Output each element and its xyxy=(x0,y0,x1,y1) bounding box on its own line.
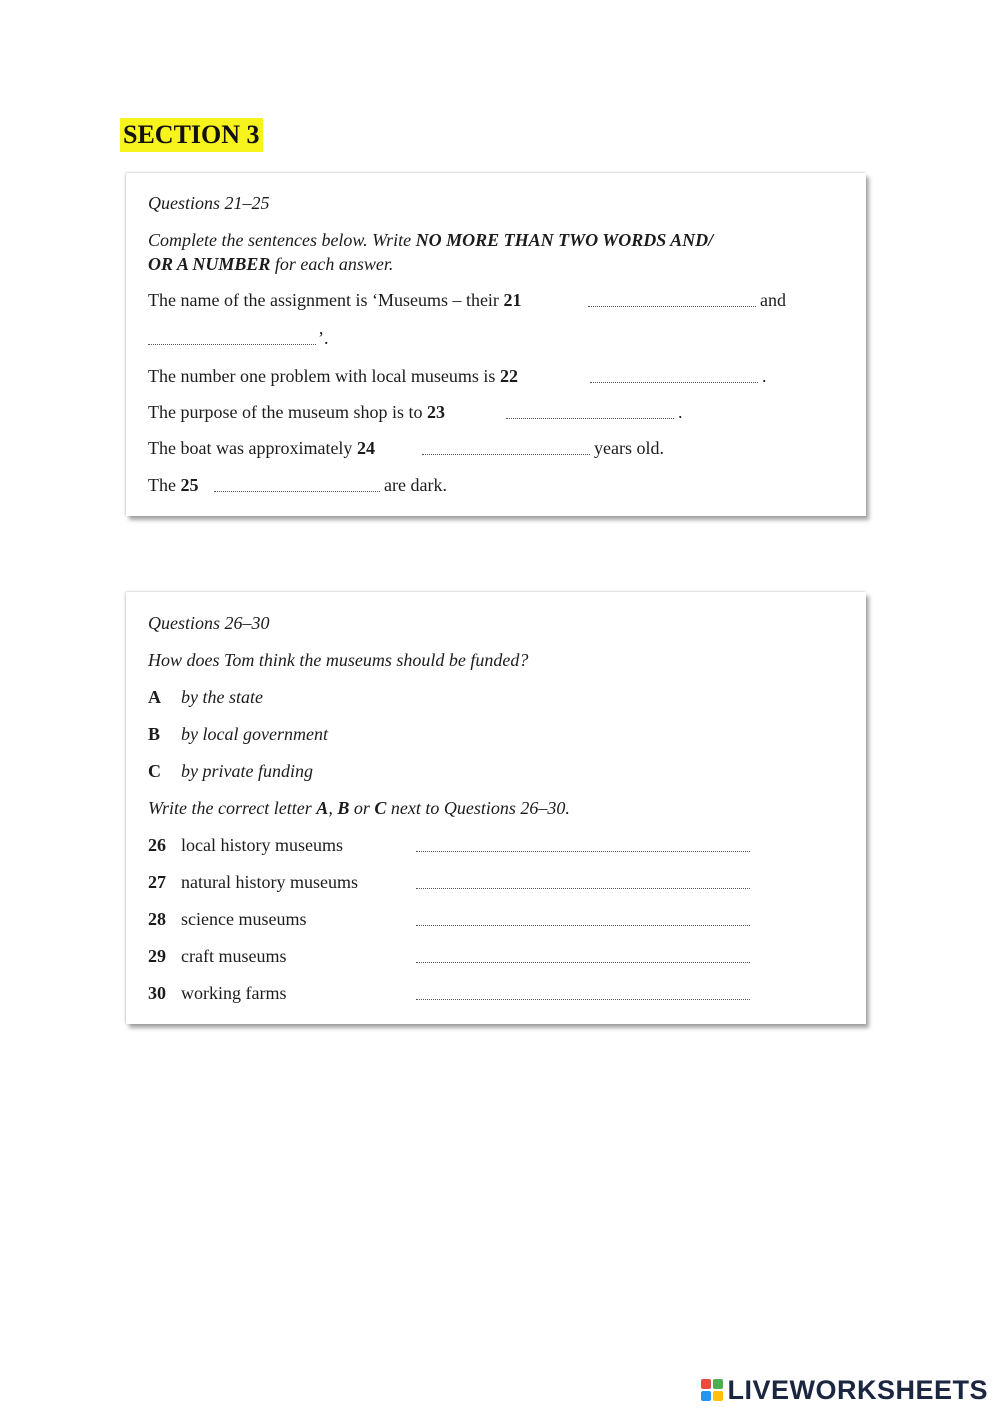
q29-number: 29 xyxy=(148,946,166,966)
box2-instruction xyxy=(148,796,570,820)
box1-heading: Questions 21–25 xyxy=(148,193,270,213)
q29-label: craft museums xyxy=(181,946,287,966)
question-28 xyxy=(148,907,415,931)
answer-24-blank[interactable] xyxy=(422,454,590,455)
q21-and: and xyxy=(760,290,786,310)
option-a xyxy=(148,685,263,709)
q21-number: 21 xyxy=(503,290,522,310)
section-title: SECTION 3 xyxy=(120,118,263,152)
answer-27-blank[interactable] xyxy=(416,888,750,889)
q27-number: 27 xyxy=(148,872,166,892)
q24-end: years old. xyxy=(594,438,664,458)
q21-text: The name of the assignment is ‘Museums – their xyxy=(148,290,504,310)
q26-label: local history museums xyxy=(181,835,343,855)
box1-instruction-line1 xyxy=(148,228,713,252)
question-25 xyxy=(148,473,198,497)
q22-text: The number one problem with local museums is xyxy=(148,366,500,386)
question-22 xyxy=(148,364,518,388)
question-29 xyxy=(148,944,415,968)
instruction-letter-c: C xyxy=(374,798,387,818)
instruction-letter-a: A xyxy=(316,798,329,818)
q23-text: The purpose of the museum shop is to xyxy=(148,402,427,422)
logo-square-red xyxy=(701,1379,711,1389)
option-c xyxy=(148,759,313,783)
q28-number: 28 xyxy=(148,909,166,929)
logo-square-yellow xyxy=(713,1391,723,1401)
q23-number: 23 xyxy=(426,402,445,422)
option-a-text: by the state xyxy=(181,687,263,707)
box2-heading: Questions 26–30 xyxy=(148,613,270,633)
answer-21a-blank[interactable] xyxy=(588,306,756,307)
instruction-bold: NO MORE THAN TWO WORDS AND/ xyxy=(415,230,714,250)
q25-number: 25 xyxy=(180,475,199,495)
instruction-bold: OR A NUMBER xyxy=(148,254,271,274)
q30-number: 30 xyxy=(148,983,166,1003)
option-c-letter: C xyxy=(148,761,161,781)
answer-21b-blank[interactable] xyxy=(148,344,316,345)
q22-number: 22 xyxy=(499,366,518,386)
option-b xyxy=(148,722,328,746)
instruction-text: next to Questions 26–30. xyxy=(386,798,570,818)
option-b-letter: B xyxy=(148,724,161,744)
q27-label: natural history museums xyxy=(181,872,358,892)
answer-28-blank[interactable] xyxy=(416,925,750,926)
liveworksheets-logo-icon xyxy=(701,1379,723,1401)
logo-text: LIVEWORKSHEETS xyxy=(727,1374,988,1405)
answer-23-blank[interactable] xyxy=(506,418,674,419)
question-23 xyxy=(148,400,445,424)
option-b-text: by local government xyxy=(181,724,328,744)
q25-text: The xyxy=(148,475,181,495)
q24-text: The boat was approximately xyxy=(148,438,357,458)
instruction-text: , xyxy=(328,798,338,818)
logo-square-blue xyxy=(701,1391,711,1401)
box2-question: How does Tom think the museums should be funded? xyxy=(148,650,529,670)
answer-29-blank[interactable] xyxy=(416,962,750,963)
question-30 xyxy=(148,981,415,1005)
answer-30-blank[interactable] xyxy=(416,999,750,1000)
option-a-letter: A xyxy=(148,687,161,707)
instruction-letter-b: B xyxy=(337,798,350,818)
instruction-text: Write the correct letter xyxy=(148,798,317,818)
question-21 xyxy=(148,288,521,312)
q22-end: . xyxy=(762,366,767,386)
option-c-text: by private funding xyxy=(181,761,313,781)
q28-label: science museums xyxy=(181,909,307,929)
question-26 xyxy=(148,833,415,857)
instruction-text: for each answer. xyxy=(270,254,394,274)
question-27 xyxy=(148,870,415,894)
q30-label: working farms xyxy=(181,983,287,1003)
liveworksheets-logo[interactable] xyxy=(701,1375,988,1405)
answer-25-blank[interactable] xyxy=(214,491,380,492)
q26-number: 26 xyxy=(148,835,166,855)
answer-22-blank[interactable] xyxy=(590,382,758,383)
questions-26-30-box xyxy=(126,592,866,1024)
instruction-text: or xyxy=(349,798,375,818)
instruction-text: Complete the sentences below. Write xyxy=(148,230,416,250)
q23-end: . xyxy=(678,402,683,422)
logo-square-green xyxy=(713,1379,723,1389)
q25-end: are dark. xyxy=(384,475,447,495)
q21-end: ’. xyxy=(318,328,329,348)
questions-21-25-box xyxy=(126,173,866,516)
question-24 xyxy=(148,436,375,460)
answer-26-blank[interactable] xyxy=(416,851,750,852)
q24-number: 24 xyxy=(356,438,375,458)
box1-instruction-line2 xyxy=(148,252,393,276)
